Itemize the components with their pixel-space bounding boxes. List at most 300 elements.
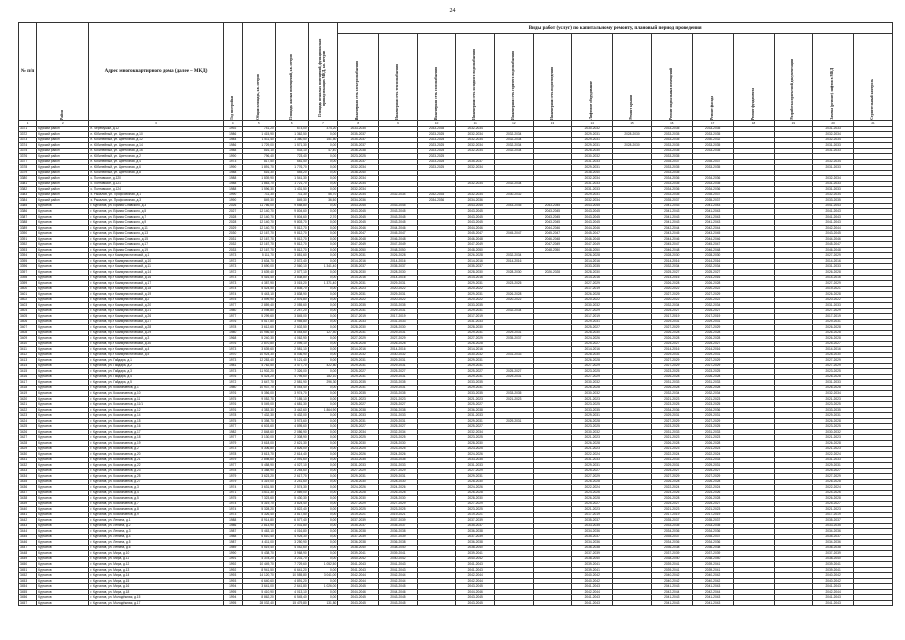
table-cell: 0,00 [308, 352, 338, 358]
table-cell: 2025-2027 [379, 369, 418, 375]
table-cell: 2026-2028 [813, 292, 854, 298]
table-cell: 1978 [223, 413, 242, 419]
table-cell: 5 240,30 [242, 336, 275, 342]
table-cell: г. Курчатов, ул. Ленина, д.3 [89, 529, 223, 535]
table-cell: 2029-2031 [338, 474, 379, 480]
table-cell: 12 167,70 [242, 231, 275, 237]
table-cell: 2031-2033 [813, 165, 854, 171]
table-cell: 2043-2045 [379, 209, 418, 215]
table-cell: 0,00 [308, 303, 338, 309]
table-cell: 2024-2026 [813, 490, 854, 496]
table-cell: 2025-2027 [692, 501, 733, 507]
column-number: 16 [651, 121, 692, 127]
table-cell: 2034-2036 [338, 198, 379, 204]
table-cell: 9 812,70 [275, 231, 308, 237]
table-cell: 1990 [223, 165, 242, 171]
table-cell: 2,70 [308, 214, 338, 220]
table-cell: 3432 [19, 463, 37, 469]
work-type-header: Строительный контроль [854, 34, 893, 121]
table-cell: 0,00 [308, 247, 338, 253]
table-cell: 2041-2043 [572, 600, 613, 606]
col-area-res-header: Площадь жилых помещений, кв. метров [275, 23, 308, 121]
table-cell: Курчатов [37, 396, 89, 402]
table-cell: 2038-2040 [379, 545, 418, 551]
table-cell: г. Курчатов, пр-т Коммунистический, д.20 [89, 303, 223, 309]
table-cell: 2041-2043 [379, 567, 418, 573]
table-cell: 2 572,40 [275, 258, 308, 264]
table-cell: 7 432,30 [242, 413, 275, 419]
table-cell: 2031-2033 [813, 264, 854, 270]
table-cell: 2032-2034 [379, 192, 418, 198]
table-cell: 3 639,60 [242, 347, 275, 353]
table-cell: 2033-2035 [651, 192, 692, 198]
table-cell: Курчатов [37, 253, 89, 259]
table-cell: 2028-2030 [572, 330, 613, 336]
table-cell: 2017-2019 [692, 512, 733, 518]
table-cell: 2037-2039 [572, 551, 613, 557]
table-cell: 2 581,90 [275, 380, 308, 386]
table-cell: 2026-2028 [338, 490, 379, 496]
table-cell: 2048-2050 [572, 247, 613, 253]
table-cell: 0,00 [308, 270, 338, 276]
table-cell: 2014-2016 [379, 275, 418, 281]
table-cell: 2023-2025 [813, 402, 854, 408]
table-cell: 2033-2035 [692, 126, 733, 132]
table-cell: 3 974,70 [275, 391, 308, 397]
table-cell: 2 576,80 [275, 297, 308, 303]
table-cell: 2026-2028 [813, 374, 854, 380]
table-cell: 2043-2045 [456, 203, 495, 209]
table-cell: 2033-2035 [651, 148, 692, 154]
table-cell: 3392 [19, 242, 37, 248]
table-cell: 2026-2028 [379, 253, 418, 259]
col-num-header: № п/п [19, 23, 37, 121]
table-cell: 2043-2045 [533, 214, 572, 220]
table-cell: 2033-2035 [813, 198, 854, 204]
table-cell: 2026-2028 [651, 374, 692, 380]
table-cell: Курчатов [37, 435, 89, 441]
table-cell: Курчатов [37, 490, 89, 496]
table-cell: 2017-2019 [338, 314, 379, 320]
table-cell: 2040-2042 [813, 573, 854, 579]
table-cell: 2029-2031 [456, 363, 495, 369]
table-cell: 8 044,40 [275, 385, 308, 391]
table-cell: п. Юбилейный, ул. Цветочная, д.6 [89, 165, 223, 171]
table-cell: 2033-2035 [456, 457, 495, 463]
table-cell: 2042-2044 [813, 589, 854, 595]
table-cell: 2029-2031 [379, 374, 418, 380]
table-cell: 3 845,00 [275, 314, 308, 320]
table-cell: 2047-2049 [533, 242, 572, 248]
table-cell: 2026-2028 [572, 358, 613, 364]
table-cell: 2027-2029 [651, 363, 692, 369]
table-cell: 2014-2016 [456, 275, 495, 281]
table-cell: 2026-2028 [692, 330, 733, 336]
table-cell: 2021-2023 [456, 396, 495, 402]
table-cell: 2035-2037 [692, 198, 733, 204]
table-cell: 3400 [19, 286, 37, 292]
table-cell: 2027-2029 [572, 374, 613, 380]
table-cell: 2031-2033 [692, 380, 733, 386]
table-cell: 2032-2034 [417, 192, 456, 198]
table-cell: 2032-2034 [338, 165, 379, 171]
table-cell: 2014-2016 [495, 258, 534, 264]
table-cell: 1995 [223, 589, 242, 595]
table-cell: 3 690,00 [242, 264, 275, 270]
table-cell: 2014-2016 [651, 258, 692, 264]
table-cell: Курский район [37, 170, 89, 176]
table-cell: г. Курчатов, ул. Космонавтов, д.19 [89, 440, 223, 446]
table-cell: 2023-2025 [379, 446, 418, 452]
table-cell: 2048-2050 [379, 247, 418, 253]
table-cell: 673,00 [275, 126, 308, 132]
table-cell: 2026-2028 [813, 325, 854, 331]
table-cell: 2034-2036 [692, 407, 733, 413]
table-cell: Курчатов [37, 236, 89, 242]
table-cell: 2043-2045 [456, 600, 495, 606]
table-cell: 2023-2025 [456, 446, 495, 452]
table-cell: 2021-2023 [572, 435, 613, 441]
table-cell: 0,00 [308, 319, 338, 325]
table-cell: 2033-2035 [338, 457, 379, 463]
table-cell: 5 416,40 [242, 275, 275, 281]
table-cell: г. Курчатов, ул. Гайдара, д.1 [89, 358, 223, 364]
table-cell: 9 052,70 [242, 396, 275, 402]
table-cell: г. Курчатов, ул. Космонавтов, д.4 [89, 490, 223, 496]
table-cell: 2028-2030 [651, 253, 692, 259]
table-cell: 2033-2035 [692, 165, 733, 171]
table-cell: г. Курчатов, ул. Мира, д.10 [89, 551, 223, 557]
work-type-header: Ремонт подвальных помещений [651, 34, 692, 121]
table-cell: 2043-2045 [379, 203, 418, 209]
table-cell: 2019-2021 [338, 512, 379, 518]
table-cell: 2025-2027 [338, 424, 379, 430]
table-cell: 2023-2025 [417, 143, 456, 149]
table-cell: 2026-2028 [813, 440, 854, 446]
table-cell: 2027 [223, 209, 242, 215]
table-cell: г. Курчатов, пр-т Коммунистический, д.10 [89, 258, 223, 264]
table-cell: 2023-2025 [338, 154, 379, 160]
table-cell: 2042-2044 [456, 578, 495, 584]
table-cell: 3439 [19, 501, 37, 507]
table-cell: 2024-2026 [338, 485, 379, 491]
table-cell: 5 049,00 [242, 402, 275, 408]
table-cell: 2033-2035 [692, 132, 733, 138]
table-cell: 2024-2026 [379, 485, 418, 491]
table-cell: 2037-2039 [456, 518, 495, 524]
table-cell: 0,00 [308, 308, 338, 314]
table-cell: 2 095,10 [275, 341, 308, 347]
column-number: 18 [733, 121, 774, 127]
table-cell: 12 167,70 [242, 247, 275, 253]
table-cell: 2033-2035 [651, 165, 692, 171]
table-cell: 2029-2031 [379, 474, 418, 480]
table-cell: 0,00 [308, 176, 338, 182]
table-cell: 2028-2030 [379, 496, 418, 502]
table-cell: 1994 [223, 584, 242, 590]
table-cell: 1 721,70 [275, 181, 308, 187]
table-cell: 816,10 [242, 148, 275, 154]
table-cell: 3 241,60 [275, 479, 308, 485]
table-cell: 2033-2035 [572, 264, 613, 270]
table-cell: 2032-2034 [338, 429, 379, 435]
table-cell: 3 015,20 [275, 281, 308, 287]
column-number: 15 [613, 121, 652, 127]
table-cell: 1972 [223, 258, 242, 264]
table-cell: 3391 [19, 236, 37, 242]
table-cell: 2033-2035 [651, 143, 692, 149]
table-cell: 2021-2023 [379, 396, 418, 402]
table-cell: 0,00 [308, 485, 338, 491]
table-cell: 2045-2047 [495, 231, 534, 237]
table-cell: г. Курчатов, ул. Гайдара, д.2 [89, 363, 223, 369]
table-cell: 2032-2034 [456, 126, 495, 132]
table-cell: Курчатов [37, 347, 89, 353]
table-cell: Курский район [37, 181, 89, 187]
table-cell: 3444 [19, 529, 37, 535]
table-cell: 2 055,60 [275, 303, 308, 309]
table-cell: 2029-2031 [379, 418, 418, 424]
table-cell: 2039-2041 [338, 551, 379, 557]
table-cell: 1975 [223, 418, 242, 424]
table-cell: 2035-2037 [651, 198, 692, 204]
table-cell: 2 621,30 [275, 440, 308, 446]
table-cell: 2033-2035 [379, 391, 418, 397]
table-cell: 2048-2050 [338, 247, 379, 253]
table-cell: 616,30 [242, 170, 275, 176]
table-cell: 0,00 [308, 187, 338, 193]
table-cell: 1979 [223, 457, 242, 463]
table-cell: 2 247,20 [275, 308, 308, 314]
table-cell: 1973 [223, 358, 242, 364]
table-cell: 2046-2048 [813, 247, 854, 253]
table-cell: 3 822,40 [275, 507, 308, 513]
table-cell: 2033-2035 [692, 148, 733, 154]
table-cell: 0,00 [308, 468, 338, 474]
table-cell: 1990 [223, 198, 242, 204]
table-cell: 3383 [19, 192, 37, 198]
table-cell: 2033-2035 [572, 407, 613, 413]
table-cell: 2034-2036 [813, 529, 854, 535]
table-cell: 2033-2035 [692, 143, 733, 149]
table-cell: 2029-2031 [379, 308, 418, 314]
table-cell: 3374 [19, 143, 37, 149]
table-cell: 0,00 [308, 545, 338, 551]
table-cell: 2031-2033 [456, 413, 495, 419]
table-cell: 5 111,70 [242, 253, 275, 259]
table-cell: 151,50 [308, 137, 338, 143]
table-cell: 2 641,80 [275, 584, 308, 590]
table-cell: 2025-2027 [651, 270, 692, 276]
table-cell: г. Курчатов, ул. Ефима Славского, д.15 [89, 236, 223, 242]
table-cell: 4 042,60 [275, 545, 308, 551]
table-cell: 2024-2026 [692, 490, 733, 496]
table-cell: 9 812,70 [275, 236, 308, 242]
table-cell: 1982 [223, 429, 242, 435]
table-cell: Курчатов [37, 529, 89, 535]
table-cell: 2027-2029 [456, 501, 495, 507]
table-cell: 2041-2043 [572, 595, 613, 601]
table-cell: 2027-2029 [813, 358, 854, 364]
table-cell: 10 937,70 [242, 385, 275, 391]
table-cell: 2044-2046 [692, 236, 733, 242]
table-cell: 2041-2043 [813, 595, 854, 601]
table-cell: 3433 [19, 468, 37, 474]
table-cell: г. Курчатов, ул. Мира, д.11 [89, 556, 223, 562]
table-cell: 2025-2027 [338, 402, 379, 408]
col-area-nonres-header: Площадь нежилых помещений, функционально принадлежащих МКД, кв. метров [308, 23, 338, 121]
table-cell: 2041-2043 [813, 584, 854, 590]
table-cell: 0,00 [308, 435, 338, 441]
table-cell: 2041-2043 [692, 584, 733, 590]
table-cell: 3384 [19, 198, 37, 204]
table-cell: Курский район [37, 165, 89, 171]
table-cell: г. Курчатов, ул. Космонавтов, д.20 [89, 452, 223, 458]
table-cell: 2044-2046 [813, 236, 854, 242]
table-cell: 2027-2029 [692, 474, 733, 480]
table-cell: 3457 [19, 600, 37, 606]
table-cell: 2044-2046 [456, 589, 495, 595]
table-cell: 2029-2031 [456, 281, 495, 287]
table-cell: 2043-2045 [692, 231, 733, 237]
table-cell: 2037-2039 [456, 534, 495, 540]
table-cell: 2023-2025 [456, 435, 495, 441]
table-cell: 2043-2045 [379, 600, 418, 606]
table-cell: Курчатов [37, 595, 89, 601]
table-cell: 2044-2046 [338, 589, 379, 595]
table-cell: 2029-2031 [379, 358, 418, 364]
table-cell: 2036-2038 [572, 545, 613, 551]
table-cell: 2029-2031 [456, 374, 495, 380]
table-cell: 2027-2029 [813, 308, 854, 314]
table-cell: г. Курчатов, ул. Космонавтов, д.5 [89, 496, 223, 502]
table-cell: 2030-2032 [456, 352, 495, 358]
table-cell: 2040-2042 [651, 573, 692, 579]
table-cell: 3441 [19, 512, 37, 518]
table-cell: 10 956,40 [242, 330, 275, 336]
table-cell: Курчатов [37, 363, 89, 369]
table-cell: 2021-2023 [813, 507, 854, 513]
table-cell: 2046-2048 [651, 247, 692, 253]
table-cell: 2043-2045 [338, 584, 379, 590]
table-cell: 2014-2016 [456, 258, 495, 264]
table-cell: 5 438,70 [242, 551, 275, 557]
table-cell: 2039-2041 [572, 567, 613, 573]
table-cell: 2021-2023 [572, 396, 613, 402]
table-cell: Курчатов [37, 463, 89, 469]
table-cell: 2021-2023 [692, 507, 733, 513]
table-cell: 2033-2035 [651, 154, 692, 160]
table-cell: 0,00 [308, 413, 338, 419]
table-cell: 2035-2037 [338, 523, 379, 529]
table-cell: 1 864,90 [308, 407, 338, 413]
table-cell: 1980 [223, 330, 242, 336]
table-cell: 2038-2040 [572, 170, 613, 176]
table-cell: г. Курчатов, ул. Космонавтов, д.21 [89, 457, 223, 463]
table-cell: 2032-2034 [495, 308, 534, 314]
table-cell: 2026-2028 [572, 479, 613, 485]
table-cell: 2036-2038 [338, 540, 379, 546]
table-cell: г. Курчатов, ул. Ефима Славского, д.3 [89, 203, 223, 209]
table-cell: 2039-2041 [813, 567, 854, 573]
table-cell: 2027-2029 [651, 292, 692, 298]
table-cell: 2036-2038 [338, 148, 379, 154]
table-cell: 4 319,00 [242, 479, 275, 485]
table-cell: Курчатов [37, 413, 89, 419]
table-cell: 0,00 [308, 512, 338, 518]
table-cell: 3438 [19, 496, 37, 502]
table-cell: 2035-2037 [692, 534, 733, 540]
table-cell: 2025-2027 [651, 341, 692, 347]
table-cell: Курчатов [37, 341, 89, 347]
table-cell: 2021-2023 [651, 396, 692, 402]
table-cell: 2026-2028 [338, 341, 379, 347]
table-cell: Курчатов [37, 523, 89, 529]
table-cell: 2 617,70 [275, 474, 308, 480]
table-cell: 2031-2033 [813, 380, 854, 386]
table-cell: г. Курчатов, ул. Космонавтов, д.18 [89, 435, 223, 441]
table-cell: 3 826,00 [275, 446, 308, 452]
table-cell: 2045-2047 [692, 242, 733, 248]
table-cell: 1988 [223, 181, 242, 187]
table-cell: г. Курчатов, ул. Ефима Славского, д.7 [89, 214, 223, 220]
table-cell: 10 449,70 [242, 562, 275, 568]
table-cell: 2031-2033 [813, 126, 854, 132]
table-cell: 0,00 [308, 440, 338, 446]
table-cell: 3402 [19, 297, 37, 303]
table-cell: 2044-2046 [533, 225, 572, 231]
table-cell: 296,30 [308, 380, 338, 386]
table-cell: 0,00 [308, 479, 338, 485]
table-cell: 2023-2025 [692, 369, 733, 375]
table-cell: Курчатов [37, 424, 89, 430]
table-cell: 2034-2036 [692, 187, 733, 193]
table-cell: Курский район [37, 148, 89, 154]
table-cell: 1 026,00 [308, 584, 338, 590]
table-cell: 2026-2028 [651, 440, 692, 446]
table-cell: 2027-2029 [338, 336, 379, 342]
table-cell: 2032-2034 [495, 143, 534, 149]
table-cell: 1977 [223, 463, 242, 469]
table-cell: 2043-2045 [338, 203, 379, 209]
table-cell: 2029-2031 [379, 330, 418, 336]
table-cell: 2 308,90 [275, 435, 308, 441]
table-cell: 2043-2045 [651, 231, 692, 237]
table-cell: 0,00 [308, 529, 338, 535]
table-cell: 2042-2044 [692, 589, 733, 595]
table-cell: Курчатов [37, 418, 89, 424]
table-cell: 2047-2049 [379, 242, 418, 248]
table-cell: г. Курчатов, пр-т Коммунистический, д.5 [89, 352, 223, 358]
table-cell: 2034-2036 [651, 407, 692, 413]
table-cell: 4 891,20 [275, 578, 308, 584]
table-cell: г. Курчатов, ул. Космонавтов, д.23 [89, 468, 223, 474]
table-cell: 2043-2045 [338, 209, 379, 215]
table-cell: 2030-2032 [572, 429, 613, 435]
table-cell: 2031-2033 [495, 352, 534, 358]
table-cell: 6 577,40 [275, 518, 308, 524]
table-cell: 1975 [223, 297, 242, 303]
table-cell: 0,00 [308, 518, 338, 524]
table-cell: Курчатов [37, 247, 89, 253]
table-cell: 2017-2019 [651, 512, 692, 518]
table-cell: 2044-2046 [572, 225, 613, 231]
table-cell: Курчатов [37, 440, 89, 446]
table-cell: 2025-2027 [572, 468, 613, 474]
table-cell: 1976 [223, 319, 242, 325]
table-cell: 1974 [223, 507, 242, 513]
table-cell: Курчатов [37, 407, 89, 413]
